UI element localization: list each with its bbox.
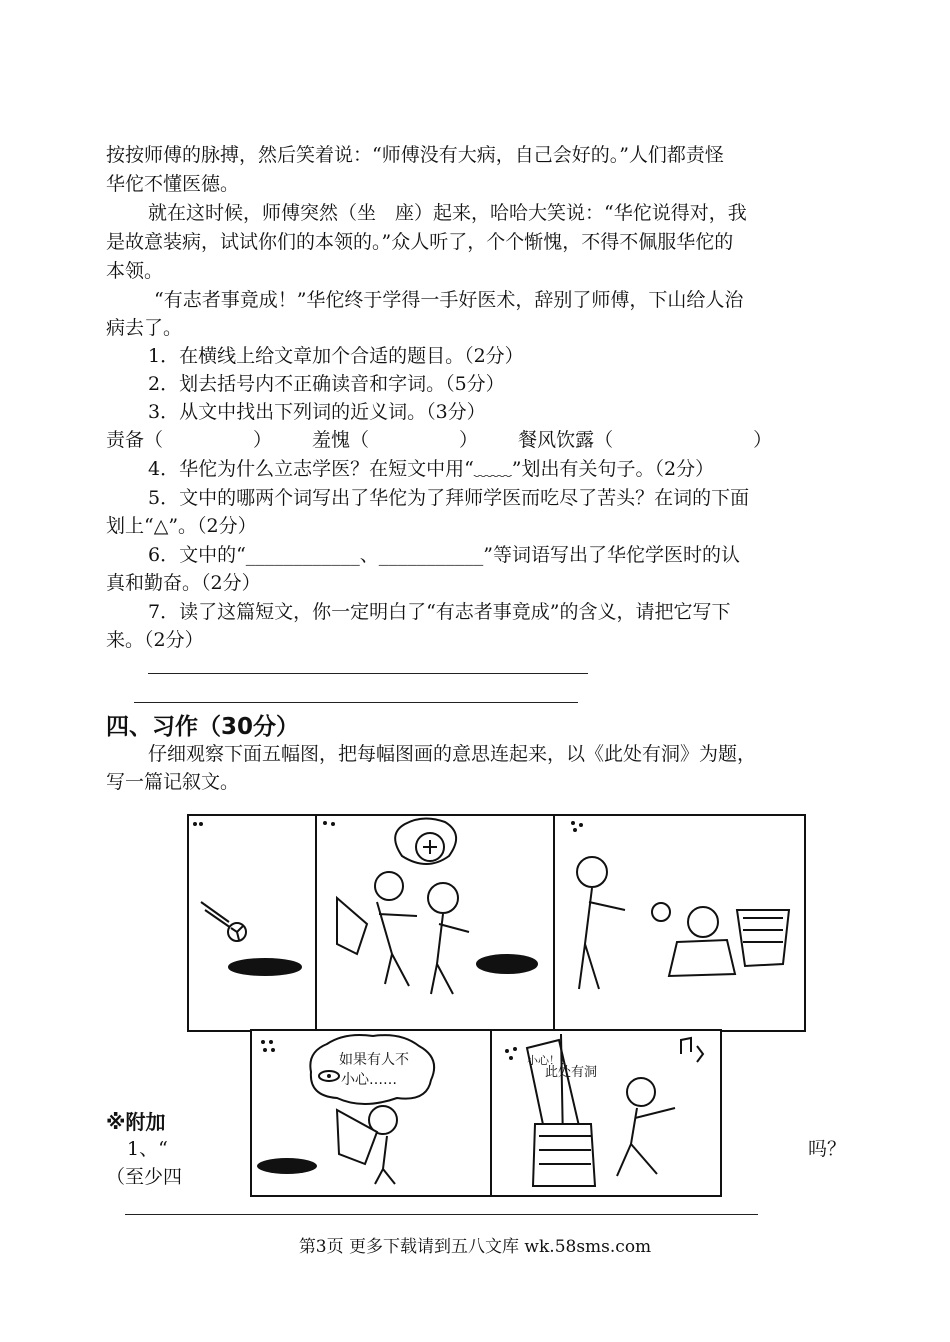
question-4: 4．华佗为什么立志学医？在短文中用“﹏﹏”划出有关句子。（2分）: [148, 458, 715, 480]
paren-close-1: ）: [253, 429, 273, 451]
extra-question-1-paren: （至少四: [106, 1166, 183, 1188]
question-3-words: [106, 428, 772, 452]
hole-sign-text: 此处有洞: [545, 1065, 598, 1080]
section-4-heading: 四、习作（30分）: [106, 714, 300, 740]
answer-line-2: [134, 702, 578, 703]
section-4-prompt-line-1: 仔细观察下面五幅图，把每幅图画的意思连起来，以《此处有洞》为题，: [148, 743, 757, 765]
comic-illustration: [187, 814, 807, 1198]
question-1: 1．在横线上给文章加个合适的题目。（2分）: [148, 345, 524, 367]
paren-close-3: ）: [753, 429, 773, 451]
careful-sign-text: 小心！！: [527, 1054, 571, 1067]
page-footer: 第3页 更多下载请到五八文库 wk.58sms.com: [298, 1237, 652, 1257]
comic-panel-5: [491, 1030, 721, 1196]
question-2: 2．划去括号内不正确读音和字词。（5分）: [148, 373, 505, 395]
question-5-line-2: 划上“△”。（2分）: [106, 515, 257, 537]
passage-line-1: 按按师傅的脉搏，然后笑着说：“师傅没有大病，自己会好的。”人们都责怪: [106, 144, 724, 166]
question-7-line-2: 来。（2分）: [106, 629, 204, 651]
answer-line-1: [148, 673, 588, 674]
passage-line-6: “有志者事竟成！”华佗终于学得一手好医术，辞别了师傅，下山给人治: [154, 289, 744, 311]
question-6-line-2: 真和勤奋。（2分）: [106, 572, 261, 594]
question-3: 3．从文中找出下列词的近义词。（3分）: [148, 401, 486, 423]
passage-line-7: 病去了。: [106, 317, 183, 339]
synonym-word-2: 羞愧（: [312, 429, 370, 451]
paren-close-2: ）: [459, 429, 479, 451]
extra-section-heading: ※附加: [106, 1110, 166, 1134]
section-4-prompt-line-2: 写一篇记叙文。: [106, 771, 240, 793]
extra-question-1-start: 1、“: [127, 1138, 168, 1160]
question-6-line-1: 6．文中的“____________、___________”等词语写出了华佗学医时的认: [148, 544, 741, 566]
extra-question-1-end: 吗？: [808, 1138, 847, 1160]
synonym-word-3: 餐风饮露（: [518, 429, 614, 451]
comic-panel-1: [188, 815, 316, 1031]
passage-line-4: 是故意装病，试试你们的本领的。”众人听了，个个惭愧，不得不佩服华佗的: [106, 231, 734, 253]
question-5-line-1: 5．文中的哪两个词写出了华佗为了拜师学医而吃尽了苦头？在词的下面: [148, 487, 750, 509]
passage-line-3: 就在这时候，师傅突然（坐 座）起来，哈哈大笑说：“华佗说得对，我: [148, 202, 747, 224]
thought-bubble-text-line-1: 如果有人不: [339, 1052, 409, 1068]
synonym-word-1: 责备（: [106, 429, 164, 451]
question-7-line-1: 7．读了这篇短文，你一定明白了“有志者事竟成”的含义，请把它写下: [148, 601, 731, 623]
passage-line-2: 华佗不懂医德。: [106, 173, 240, 195]
footer-rule: [125, 1214, 758, 1215]
thought-bubble-text-line-2: 小心……: [341, 1072, 397, 1088]
passage-line-5: 本领。: [106, 260, 164, 282]
